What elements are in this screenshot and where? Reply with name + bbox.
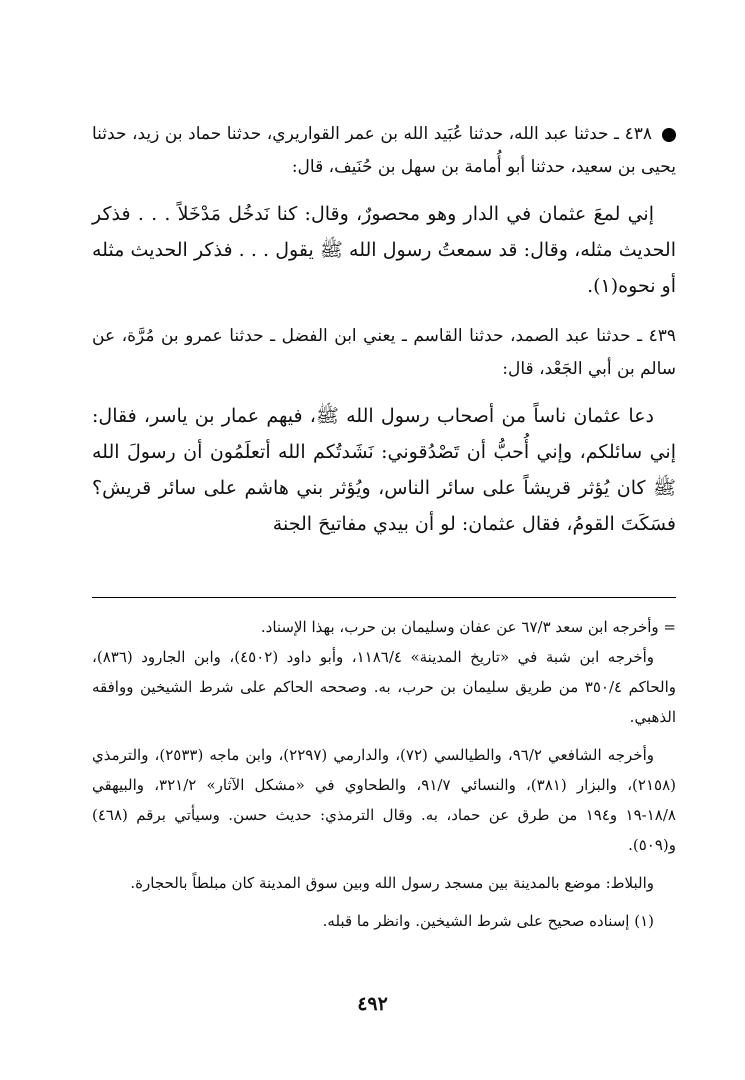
page-number: ٤٩٢ [357,993,388,1015]
hadith-438-matn: إني لمعَ عثمان في الدار وهو محصورٌ، وقال: كنا نَدخُل مَدْخَلاً . . . فذكر الحديث مثله، وقال: قد سمعتُ رسول الله ﷺ يقول . . . فذكر الحديث مثله أو نحوه(١). [92,203,676,297]
footnote-balat: والبلاط: موضع بالمدينة بين مسجد رسول الله وبين سوق المدينة كان مبلطاً بالحجارة. [130,874,654,892]
bullet-icon [662,128,676,142]
footnotes [92,612,676,936]
hadith-438-isnad [92,118,676,184]
footnote-1: (١) إسناده صحيح على شرط الشيخين. وانظر ما قبله. [322,912,654,930]
footnote-divider [92,597,676,598]
footnote-continuation: = وأخرجه ابن سعد ٦٧/٣ عن عفان وسليمان بن حرب، بهذا الإسناد. [260,618,676,636]
footnote-shafii: وأخرجه الشافعي ٩٦/٢، والطيالسي (٧٢)، والدارمي (٢٢٩٧)، وابن ماجه (٢٥٣٣)، والترمذي (٢١٥٨)، والبزار (٣٨١)، والنسائي ٩١/٧، والطحاوي في «مشكل الآثار» ٣٢١/٢، والبيهقي ١٨/٨-١٩ و١٩٤ من طرق عن حماد، به. وقال الترمذي: حديث حسن. وسيأتي برقم (٤٦٨) و(٥٠٩). [92,746,676,854]
hadith-439-matn: دعا عثمان ناساً من أصحاب رسول الله ﷺ، فيهم عمار بن ياسر، فقال: إني سائلكم، وإني أُحبُّ أن تَصْدُقوني: نَشَدتُكم الله أتعلَمُون أن رسولَ الله ﷺ كان يُؤثر قريشاً على سائر الناس، ويُؤثر بني هاشم على سائر قريش؟ فسَكَتَ القومُ، فقال عثمان: لو أن بيدي مفاتيحَ الجنة [92,405,676,535]
hadith-439-isnad: ٤٣٩ ـ حدثنا عبد الصمد، حدثنا القاسم ـ يعني ابن الفضل ـ حدثنا عمرو بن مُرَّة، عن سالم بن أبي الجَعْد، قال: [92,326,676,379]
main-text [92,118,676,542]
hadith-438-text: ٤٣٨ ـ حدثنا عبد الله، حدثنا عُبَيد الله بن عمر القواريري، حدثنا حماد بن زيد، حدثنا يحيى بن سعيد، حدثنا أبو أُمامة بن سهل بن حُنَيف، قال: [92,124,676,177]
footnote-ibn-shabba: وأخرجه ابن شبة في «تاريخ المدينة» ١١٨٦/٤، وأبو داود (٤٥٠٢)، وابن الجارود (٨٣٦)، والحاكم ٣٥٠/٤ من طريق سليمان بن حرب، به. وصححه الحاكم على شرط الشيخين ووافقه الذهبي. [92,648,676,726]
